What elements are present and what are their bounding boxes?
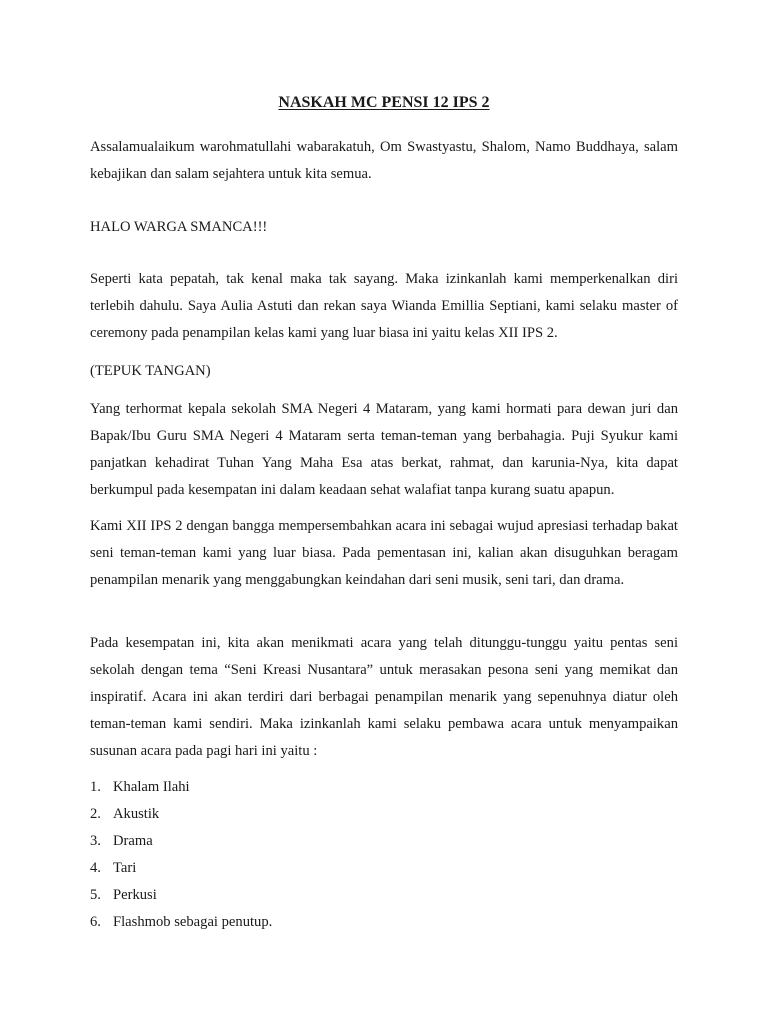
agenda-item-number: 3. xyxy=(90,833,101,849)
agenda-list xyxy=(90,774,272,936)
event-description-paragraph: Kami XII IPS 2 dengan bangga mempersembahkan acara ini sebagai wujud apresiasi terhadap bakat seni teman-teman kami yang luar biasa. Pada pementasan ini, kalian akan disuguhkan beragam penampilan menarik yang menggabungkan keindahan dari seni musik, seni tari, dan drama. xyxy=(90,518,678,588)
agenda-item xyxy=(90,855,272,882)
agenda-item-text: Tari xyxy=(113,860,137,876)
shout-paragraph: HALO WARGA SMANCA!!! xyxy=(90,219,268,235)
agenda-item-number: 4. xyxy=(90,860,101,876)
stage-direction-paragraph: (TEPUK TANGAN) xyxy=(90,363,211,379)
opening-paragraph: Yang terhormat kepala sekolah SMA Negeri 4 Mataram, yang kami hormati para dewan juri dan Bapak/Ibu Guru SMA Negeri 4 Mataram serta teman-teman yang berbahagia. Puji Syukur kami panjatkan kehadirat Tuhan Yang Maha Esa atas berkat, rahmat, dan karunia-Nya, kita dapat berkumpul pada kesempatan ini dalam keadaan sehat walafiat tanpa kurang suatu apapun. xyxy=(90,401,678,498)
greeting-paragraph: Assalamualaikum warohmatullahi wabarakatuh, Om Swastyastu, Shalom, Namo Buddhaya, salam kebajikan dan salam sejahtera untuk kita semua. xyxy=(90,139,678,182)
introduction-paragraph: Seperti kata pepatah, tak kenal maka tak sayang. Maka izinkanlah kami memperkenalkan diri terlebih dahulu. Saya Aulia Astuti dan rekan saya Wianda Emillia Septiani, kami selaku master of ceremony pada penampilan kelas kami yang luar biasa ini yaitu kelas XII IPS 2. xyxy=(90,271,678,341)
document-title: NASKAH MC PENSI 12 IPS 2 xyxy=(278,94,490,111)
agenda-item-text: Flashmob sebagai penutup. xyxy=(113,914,273,930)
agenda-item-text: Khalam Ilahi xyxy=(113,779,190,795)
agenda-item xyxy=(90,909,272,936)
agenda-item-text: Perkusi xyxy=(113,887,157,903)
agenda-item xyxy=(90,774,272,801)
agenda-item-text: Akustik xyxy=(113,806,160,822)
agenda-item-number: 1. xyxy=(90,779,101,795)
theme-paragraph: Pada kesempatan ini, kita akan menikmati acara yang telah ditunggu-tunggu yaitu pentas seni sekolah dengan tema “Seni Kreasi Nusantara” untuk merasakan pesona seni yang memikat dan inspiratif. Acara ini akan terdiri dari berbagai penampilan menarik yang sepenuhnya diatur oleh teman-teman kami sendiri. Maka izinkanlah kami selaku pembawa acara untuk menyampaikan susunan acara pada pagi hari ini yaitu : xyxy=(90,635,678,759)
agenda-item xyxy=(90,828,272,855)
agenda-item-text: Drama xyxy=(113,833,153,849)
agenda-item-number: 6. xyxy=(90,914,101,930)
agenda-item xyxy=(90,801,272,828)
agenda-item-number: 2. xyxy=(90,806,101,822)
agenda-item xyxy=(90,882,272,909)
agenda-item-number: 5. xyxy=(90,887,101,903)
